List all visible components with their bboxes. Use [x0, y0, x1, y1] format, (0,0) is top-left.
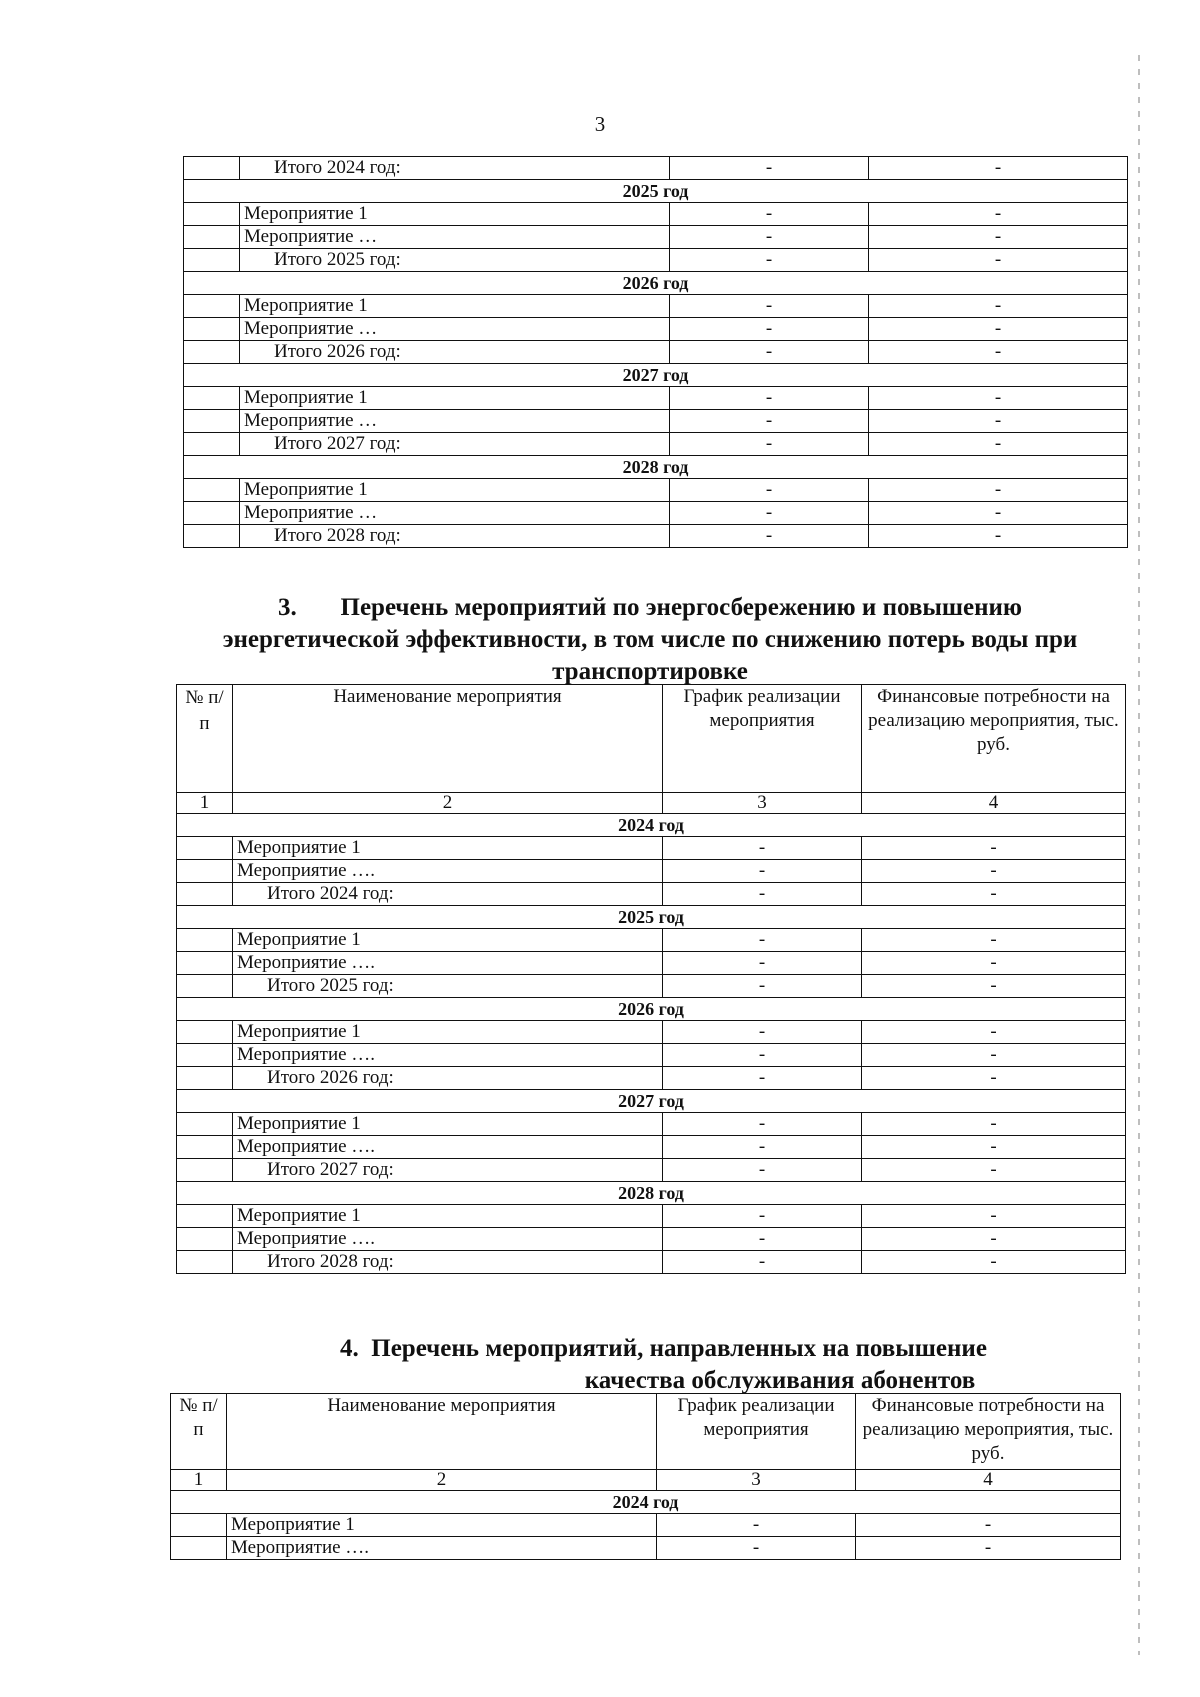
column-index-row: [171, 1470, 1121, 1491]
row-label: Мероприятие ….: [227, 1537, 657, 1560]
row-number-cell: [177, 1205, 233, 1228]
table-row: [177, 952, 1126, 975]
section-4-title: [340, 1333, 1120, 1397]
year-label: 2027 год: [177, 1090, 1126, 1113]
row-finance: -: [869, 410, 1128, 433]
header-num: № п/п: [177, 685, 233, 793]
row-finance: -: [869, 433, 1128, 456]
year-header-row: [171, 1491, 1121, 1514]
row-schedule: -: [663, 1067, 862, 1090]
row-label: Мероприятие …: [240, 318, 670, 341]
year-header-row: [177, 906, 1126, 929]
year-header-row: [184, 364, 1128, 387]
row-number-cell: [177, 1067, 233, 1090]
row-schedule: -: [663, 929, 862, 952]
column-index: 1: [171, 1470, 227, 1491]
column-index: 3: [657, 1470, 856, 1491]
row-number-cell: [177, 952, 233, 975]
year-label: 2024 год: [171, 1491, 1121, 1514]
section-3-title-line-2: энергетической эффективности, в том числе по снижению потерь воды при: [222, 626, 1078, 653]
row-number-cell: [184, 203, 240, 226]
section-3-title-line-3: транспортировке: [552, 658, 748, 685]
table-row: [171, 1537, 1121, 1560]
row-schedule: -: [657, 1514, 856, 1537]
row-number-cell: [171, 1514, 227, 1537]
row-finance: -: [862, 1021, 1126, 1044]
row-schedule: -: [663, 1251, 862, 1274]
table-row: [177, 1136, 1126, 1159]
row-label: Мероприятие ….: [233, 1136, 663, 1159]
row-label: Мероприятие ….: [233, 1044, 663, 1067]
row-number-cell: [184, 479, 240, 502]
row-number-cell: [184, 295, 240, 318]
row-schedule: -: [670, 433, 869, 456]
row-schedule: -: [670, 525, 869, 548]
table-row: [177, 1113, 1126, 1136]
table-row: [184, 410, 1128, 433]
row-schedule: -: [663, 860, 862, 883]
total-row: [177, 883, 1126, 906]
row-finance: -: [869, 249, 1128, 272]
section-4-header-row: [171, 1394, 1121, 1470]
row-schedule: -: [670, 502, 869, 525]
row-number-cell: [184, 226, 240, 249]
row-finance: -: [869, 502, 1128, 525]
row-schedule: -: [670, 387, 869, 410]
row-schedule: -: [663, 1021, 862, 1044]
year-header-row: [177, 814, 1126, 837]
row-label: Мероприятие 1: [240, 479, 670, 502]
row-number-cell: [177, 837, 233, 860]
row-label: Итого 2025 год:: [240, 249, 670, 272]
row-number-cell: [171, 1537, 227, 1560]
row-finance: -: [862, 1251, 1126, 1274]
row-schedule: -: [670, 318, 869, 341]
row-schedule: -: [663, 1159, 862, 1182]
table-row: [177, 1044, 1126, 1067]
table-row: [184, 226, 1128, 249]
section-4-title-line-2: качества обслуживания абонентов: [584, 1367, 976, 1394]
row-schedule: -: [663, 1113, 862, 1136]
row-number-cell: [177, 883, 233, 906]
row-schedule: -: [670, 295, 869, 318]
row-number-cell: [177, 1044, 233, 1067]
header-num: № п/п: [171, 1394, 227, 1470]
row-number-cell: [177, 860, 233, 883]
header-schedule: График реализации мероприятия: [657, 1394, 856, 1470]
row-finance: -: [869, 295, 1128, 318]
row-finance: -: [862, 883, 1126, 906]
row-label: Мероприятие …: [240, 226, 670, 249]
row-schedule: -: [663, 1228, 862, 1251]
section-3-title: [170, 592, 1130, 688]
page-number: 3: [594, 112, 606, 136]
year-label: 2024 год: [177, 814, 1126, 837]
column-index: 3: [663, 793, 862, 814]
year-label: 2026 год: [177, 998, 1126, 1021]
row-finance: -: [862, 837, 1126, 860]
row-finance: -: [862, 1136, 1126, 1159]
row-number-cell: [177, 1136, 233, 1159]
year-header-row: [177, 1182, 1126, 1205]
total-row: [184, 525, 1128, 548]
section-3-table-body: [177, 685, 1126, 1274]
table-row: [177, 929, 1126, 952]
column-index-row: [177, 793, 1126, 814]
scan-edge-artifact: [1138, 55, 1140, 1655]
row-number-cell: [184, 525, 240, 548]
row-finance: -: [862, 1159, 1126, 1182]
row-schedule: -: [663, 1136, 862, 1159]
row-label: Мероприятие 1: [240, 203, 670, 226]
row-label: Итого 2026 год:: [240, 341, 670, 364]
row-schedule: -: [663, 837, 862, 860]
total-row: [177, 1251, 1126, 1274]
year-label: 2025 год: [177, 906, 1126, 929]
row-finance: -: [862, 952, 1126, 975]
row-label: Мероприятие ….: [233, 860, 663, 883]
row-finance: -: [869, 479, 1128, 502]
section-4-table: [170, 1393, 1121, 1560]
row-number-cell: [177, 1021, 233, 1044]
row-finance: -: [862, 1205, 1126, 1228]
row-number-cell: [184, 433, 240, 456]
row-number-cell: [177, 1251, 233, 1274]
year-header-row: [177, 998, 1126, 1021]
row-number-cell: [184, 341, 240, 364]
year-label: 2027 год: [184, 364, 1128, 387]
row-finance: -: [869, 387, 1128, 410]
year-label: 2026 год: [184, 272, 1128, 295]
table-row: [177, 860, 1126, 883]
total-row: [177, 1067, 1126, 1090]
row-schedule: -: [670, 226, 869, 249]
row-schedule: -: [670, 479, 869, 502]
row-finance: -: [869, 157, 1128, 180]
row-label: Мероприятие 1: [227, 1514, 657, 1537]
total-row: [184, 249, 1128, 272]
year-header-row: [177, 1090, 1126, 1113]
row-number-cell: [177, 1228, 233, 1251]
row-finance: -: [869, 525, 1128, 548]
row-schedule: -: [663, 1044, 862, 1067]
table-row: [184, 387, 1128, 410]
row-label: Итого 2025 год:: [233, 975, 663, 998]
table-row: [184, 318, 1128, 341]
row-label: Мероприятие …: [240, 410, 670, 433]
header-finance: Финансовые потребности на реализацию мероприятия, тыс. руб.: [856, 1394, 1121, 1470]
header-finance: Финансовые потребности на реализацию мероприятия, тыс. руб.: [862, 685, 1126, 793]
table-row: [184, 203, 1128, 226]
row-number-cell: [184, 249, 240, 272]
row-finance: -: [862, 1113, 1126, 1136]
row-schedule: -: [670, 157, 869, 180]
row-finance: -: [856, 1537, 1121, 1560]
row-schedule: -: [663, 952, 862, 975]
row-finance: -: [862, 1228, 1126, 1251]
table-row: [171, 1514, 1121, 1537]
row-schedule: -: [657, 1537, 856, 1560]
row-schedule: -: [670, 341, 869, 364]
row-label: Мероприятие ….: [233, 952, 663, 975]
row-schedule: -: [663, 975, 862, 998]
row-number-cell: [177, 1113, 233, 1136]
row-number-cell: [177, 1159, 233, 1182]
row-label: Итого 2027 год:: [240, 433, 670, 456]
year-label: 2025 год: [184, 180, 1128, 203]
table-row: [184, 479, 1128, 502]
year-label: 2028 год: [184, 456, 1128, 479]
row-label: Итого 2024 год:: [233, 883, 663, 906]
row-label: Итого 2028 год:: [240, 525, 670, 548]
row-label: Итого 2028 год:: [233, 1251, 663, 1274]
row-label: Мероприятие 1: [233, 929, 663, 952]
year-label: 2028 год: [177, 1182, 1126, 1205]
row-number-cell: [184, 502, 240, 525]
row-number-cell: [184, 387, 240, 410]
row-finance: -: [869, 203, 1128, 226]
header-name: Наименование мероприятия: [227, 1394, 657, 1470]
row-label: Мероприятие 1: [233, 1205, 663, 1228]
row-schedule: -: [670, 203, 869, 226]
row-number-cell: [177, 975, 233, 998]
row-label: Мероприятие …: [240, 502, 670, 525]
row-label: Мероприятие 1: [240, 387, 670, 410]
total-row: [184, 341, 1128, 364]
year-header-row: [184, 180, 1128, 203]
table-row: [184, 502, 1128, 525]
row-number-cell: [177, 929, 233, 952]
table-row: [177, 1205, 1126, 1228]
row-schedule: -: [663, 883, 862, 906]
row-finance: -: [869, 318, 1128, 341]
section-4-table-body: [171, 1394, 1121, 1560]
row-label: Итого 2026 год:: [233, 1067, 663, 1090]
row-label: Мероприятие 1: [233, 1021, 663, 1044]
row-finance: -: [862, 1067, 1126, 1090]
row-finance: -: [862, 975, 1126, 998]
continuation-table-body: [184, 157, 1128, 548]
table-row: [177, 837, 1126, 860]
column-index: 4: [856, 1470, 1121, 1491]
section-3-title-line-1: 3. Перечень мероприятий по энергосбережению и повышению: [278, 594, 1022, 621]
row-label: Мероприятие 1: [240, 295, 670, 318]
row-label: Мероприятие 1: [233, 837, 663, 860]
row-number-cell: [184, 410, 240, 433]
continuation-table: [183, 156, 1128, 548]
total-row: [184, 433, 1128, 456]
row-schedule: -: [670, 410, 869, 433]
header-name: Наименование мероприятия: [233, 685, 663, 793]
year-header-row: [184, 456, 1128, 479]
column-index: 4: [862, 793, 1126, 814]
row-finance: -: [869, 226, 1128, 249]
total-row: [177, 975, 1126, 998]
year-header-row: [184, 272, 1128, 295]
row-schedule: -: [670, 249, 869, 272]
header-schedule: График реализации мероприятия: [663, 685, 862, 793]
row-label: Итого 2027 год:: [233, 1159, 663, 1182]
section-4-title-line-1: 4. Перечень мероприятий, направленных на повышение: [340, 1335, 987, 1362]
column-index: 1: [177, 793, 233, 814]
table-row: [184, 295, 1128, 318]
row-finance: -: [856, 1514, 1121, 1537]
row-finance: -: [862, 860, 1126, 883]
section-3-header-row: [177, 685, 1126, 793]
total-row: [177, 1159, 1126, 1182]
row-finance: -: [862, 1044, 1126, 1067]
table-row: [177, 1228, 1126, 1251]
row-schedule: -: [663, 1205, 862, 1228]
total-row: [184, 157, 1128, 180]
row-label: Мероприятие 1: [233, 1113, 663, 1136]
row-label: Мероприятие ….: [233, 1228, 663, 1251]
row-number-cell: [184, 318, 240, 341]
column-index: 2: [233, 793, 663, 814]
row-finance: -: [869, 341, 1128, 364]
column-index: 2: [227, 1470, 657, 1491]
section-3-table: [176, 684, 1126, 1274]
row-label: Итого 2024 год:: [240, 157, 670, 180]
row-finance: -: [862, 929, 1126, 952]
row-number-cell: [184, 157, 240, 180]
table-row: [177, 1021, 1126, 1044]
